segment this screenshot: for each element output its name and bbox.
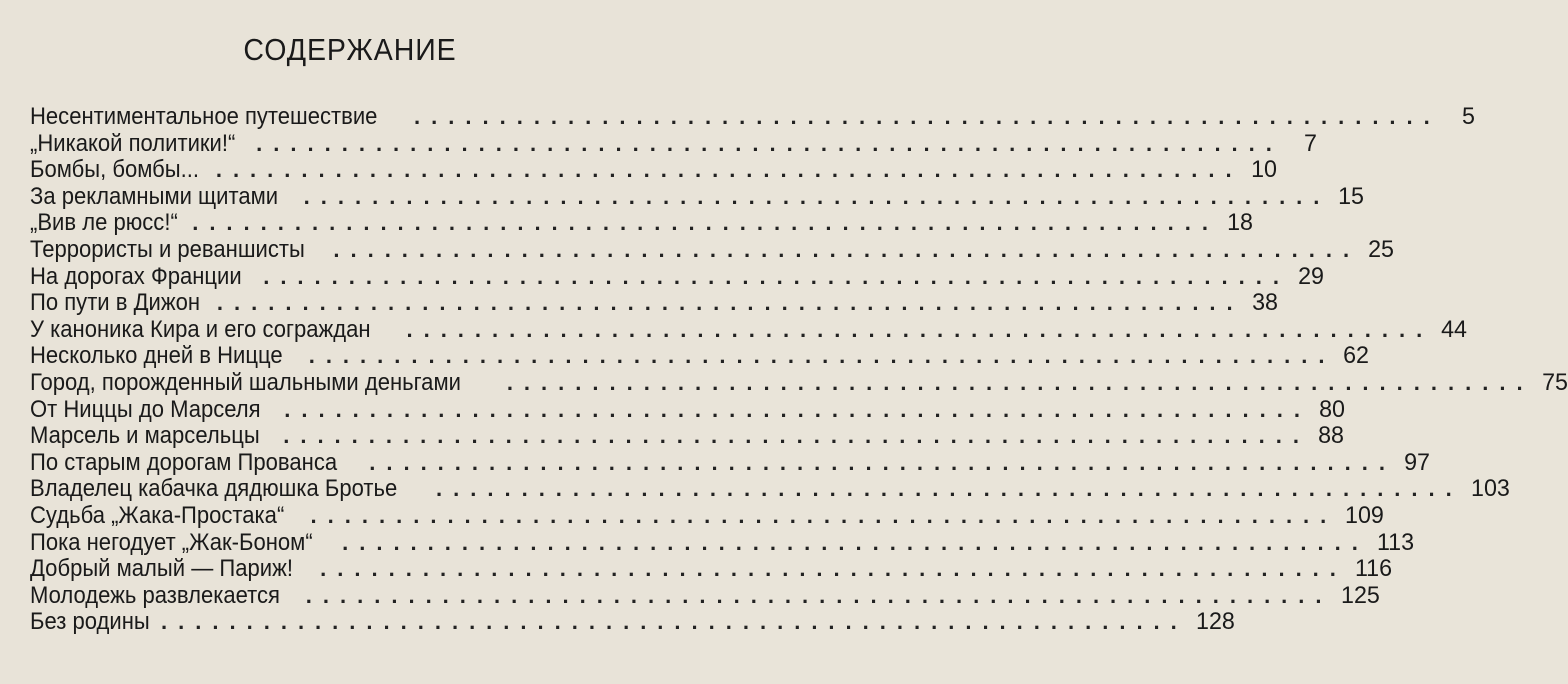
toc-entry [30,368,1568,397]
toc-entry [30,581,1380,610]
toc-entry [30,129,1317,158]
toc-entry-page-number: 38 [1251,289,1278,317]
dot-leader: ............................................................ [333,236,1361,262]
dot-leader: ............................................................ [369,449,1396,475]
toc-entry-page-number: 18 [1227,209,1253,237]
dot-leader: ............................................................ [436,476,1463,502]
toc-entry-page-number: 128 [1195,608,1235,636]
toc-entry-page-number: 5 [1461,103,1475,130]
toc-entry [30,289,1278,317]
toc-entry-page-number: 29 [1298,262,1324,290]
toc-entry-page-number: 116 [1354,555,1392,583]
toc-entry-page-number: 44 [1441,315,1468,343]
toc-entry-title: Бомбы, бомбы... [30,156,200,184]
toc-entry [30,555,1392,583]
toc-entry-title: Добрый малый — Париж! [30,555,293,583]
toc-entry [30,395,1345,424]
dot-leader: ............................................................ [320,556,1347,582]
toc-entry-page-number: 10 [1250,156,1277,184]
toc-entry [30,315,1468,344]
toc-entry-page-number: 62 [1343,342,1370,370]
dot-leader: ............................................................ [342,529,1369,555]
toc-entry-title: Несколько дней в Ницце [30,342,283,370]
dot-leader: ............................................................ [256,130,1283,156]
dot-leader: ............................................................ [283,423,1310,449]
toc-entry [30,448,1430,477]
toc-entry [30,182,1365,211]
page-title: СОДЕРЖАНИЕ [243,32,457,67]
dot-leader: ............................................................ [303,183,1331,209]
toc-entry-title: Судьба „Жака-Простака“ [30,501,285,529]
toc-entry-title: Владелец кабачка дядюшка Бротье [30,475,398,503]
toc-entry-title: „Вив ле рюсс!“ [30,209,178,237]
toc-entry-title: На дорогах Франции [30,262,242,290]
toc-entry-title: По старым дорогам Прованса [30,448,338,476]
toc-entry-page-number: 80 [1319,395,1345,423]
toc-entry [30,103,1475,131]
toc-entry [30,262,1324,291]
dot-leader: ............................................................ [215,157,1243,183]
toc-entry-page-number: 88 [1318,422,1344,450]
toc-entry-title: Молодежь развлекается [30,581,281,609]
table-of-contents [30,103,1568,636]
toc-entry [30,528,1414,557]
toc-entry-title: Без родины [30,608,150,636]
dot-leader: ............................................................ [506,369,1534,395]
dot-leader: ............................................................ [305,582,1333,608]
toc-entry-page-number: 109 [1345,501,1385,529]
toc-entry-title: Город, порожденный шальными деньгами [30,368,461,396]
toc-entry [30,156,1277,184]
toc-entry [30,342,1370,370]
toc-entry [30,501,1385,530]
dot-leader: ............................................................ [216,290,1244,316]
toc-entry [30,422,1344,450]
toc-entry-title: За рекламными щитами [30,182,279,210]
toc-entry-page-number: 97 [1404,448,1430,476]
toc-entry [30,209,1253,237]
toc-entry-page-number: 75 [1541,368,1568,396]
toc-entry-title: От Ниццы до Марселя [30,395,261,423]
toc-entry-page-number: 103 [1470,475,1510,503]
dot-leader: ............................................................ [284,396,1311,422]
toc-entry [30,608,1235,636]
toc-entry-page-number: 25 [1368,235,1395,263]
toc-entry-page-number: 125 [1340,581,1380,609]
toc-entry-title: Пока негодует „Жак-Боном“ [30,528,313,556]
dot-leader: ............................................................ [308,343,1336,369]
toc-entry-title: Несентиментальное путешествие [30,103,378,130]
toc-entry-page-number: 7 [1303,129,1317,157]
toc-entry-title: „Никакой политики!“ [30,129,236,157]
dot-leader: ............................................................ [406,316,1434,342]
toc-entry-title: Террористы и реваншисты [30,235,305,263]
toc-entry-title: По пути в Дижон [30,289,201,317]
toc-entry [30,235,1395,264]
dot-leader: ............................................................ [161,609,1188,635]
toc-entry-title: Марсель и марсельцы [30,422,260,450]
toc-entry-page-number: 113 [1376,528,1414,556]
toc-entry [30,475,1510,503]
dot-leader: ............................................................ [414,104,1441,129]
dot-leader: ............................................................ [310,502,1338,528]
toc-entry-title: У каноника Кира и его сограждан [30,315,371,343]
dot-leader: ............................................................ [263,263,1290,289]
dot-leader: ............................................................ [192,210,1219,236]
toc-entry-page-number: 15 [1338,182,1365,210]
